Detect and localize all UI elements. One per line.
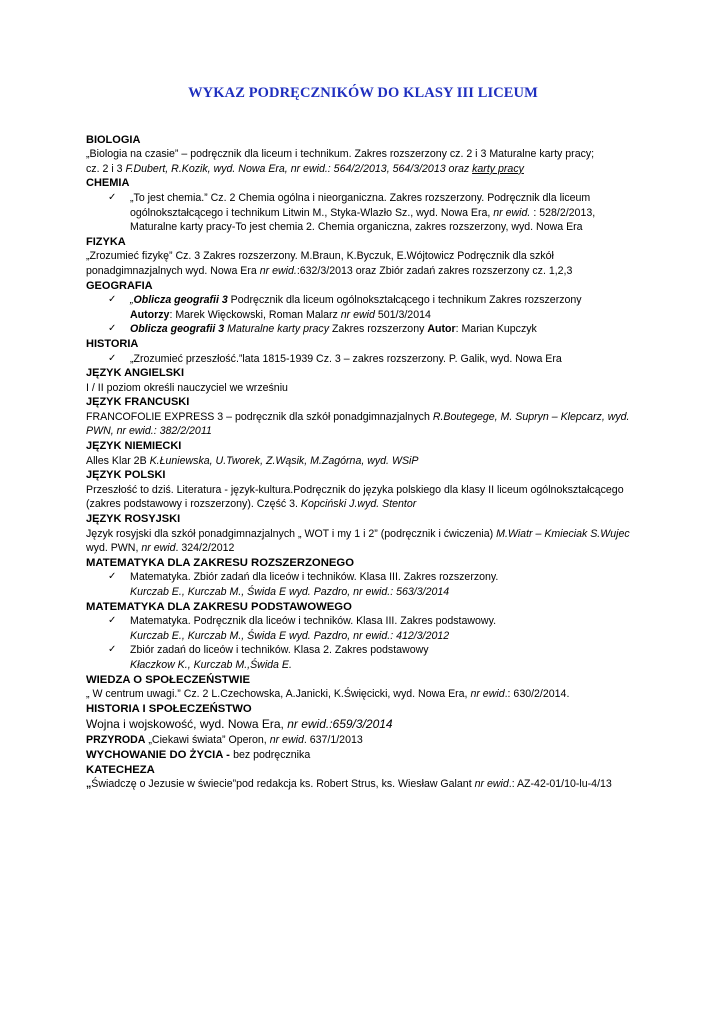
list-item: ✓ „To jest chemia.” Cz. 2 Chemia ogólna i nieorganiczna. Zakres rozszerzony. Podręcznik dla liceum ogólnokształcącego i technikum Litwin M., Styka-Wlazło Sz., wyd. Nowa Era, nr ewid. : 528/2/2013, Maturalne karty pracy-To jest chemia 2. Chemia organiczna, zakres rozszerzony, wyd. Nowa Era: [108, 191, 596, 234]
biologia-line-1: „Biologia na czasie” – podręcznik dla liceum i technikum. Zakres rozszerzony cz. 2 i 3 Maturalne karty pracy;: [86, 148, 595, 161]
checkmark-icon: ✓: [108, 352, 117, 364]
karty-pracy-link[interactable]: karty pracy: [472, 162, 524, 175]
section-heading-historia-i-spoleczenstwo: HISTORIA I SPOŁECZEŃSTWO: [86, 702, 252, 715]
historia-list: [86, 352, 640, 367]
wdz-text: WYCHOWANIE DO ŻYCIA - bez podręcznika: [86, 748, 311, 761]
polski-text: Przeszłość to dziś. Literatura - język-kultura.Podręcznik do języka polskiego dla klasy II liceum ogólnokształcącego (zakres podstawowy i rozszerzony). Część 3. Kopciński J.wyd. Stentor: [86, 483, 624, 511]
section-heading-matematyka-rozszerzona: MATEMATYKA DLA ZAKRESU ROZSZERZONEGO: [86, 556, 354, 569]
checkmark-icon: ✓: [108, 191, 117, 203]
francuski-text: FRANCOFOLIE EXPRESS 3 – podręcznik dla szkół ponadgimnazjalnych R.Boutegege, M. Supryn – Klepcarz, wyd. PWN, nr ewid.: 382/2/2011: [86, 410, 630, 438]
page-title: WYKAZ PODRĘCZNIKÓW DO KLASY III LICEUM: [188, 85, 538, 101]
section-heading-geografia: GEOGRAFIA: [86, 279, 153, 292]
chemia-list: [86, 191, 640, 235]
niemiecki-text: Alles Klar 2B K.Łuniewska, U.Tworek, Z.Wąsik, M.Zagórna, wyd. WSiP: [86, 454, 419, 467]
section-heading-historia: HISTORIA: [86, 337, 139, 350]
list-item: ✓ Zbiór zadań do liceów i techników. Klasa 2. Zakres podstawowy Kłaczkow K., Kurczab M.,Świda E.: [108, 644, 429, 671]
section-heading-francuski: JĘZYK FRANCUSKI: [86, 396, 190, 409]
list-item: ✓ Matematyka. Zbiór zadań dla liceów i techników. Klasa III. Zakres rozszerzony. Kurczab E., Kurczab M., Świda E wyd. Pazdro, nr ewid.: 563/3/2014: [108, 571, 499, 598]
his-text: Wojna i wojskowość, wyd. Nowa Era, nr ewid.:659/3/2014: [86, 717, 393, 732]
section-heading-niemiecki: JĘZYK NIEMIECKI: [86, 440, 182, 453]
przyroda-text: PRZYRODA „Ciekawi świata” Operon, nr ewid. 637/1/2013: [86, 734, 363, 747]
matematyka-rozszerzona-list: [86, 570, 640, 599]
section-heading-rosyjski: JĘZYK ROSYJSKI: [86, 513, 181, 526]
checkmark-icon: ✓: [108, 323, 117, 335]
section-heading-wdz: WYCHOWANIE DO ŻYCIA -: [86, 748, 234, 761]
section-heading-wos: WIEDZA O SPOŁECZEŃSTWIE: [86, 673, 251, 686]
section-heading-matematyka-podstawowa: MATEMATYKA DLA ZAKRESU PODSTAWOWEGO: [86, 600, 352, 613]
matematyka-podstawowa-list: [86, 614, 640, 672]
section-heading-fizyka: FIZYKA: [86, 235, 126, 248]
katecheza-text: „Świadczę o Jezusie w świecie”pod redakcja ks. Robert Strus, ks. Wiesław Galant nr ewid.: AZ-42-01/10-lu-4/13: [86, 778, 612, 791]
list-item: ✓ „Zrozumieć przeszłość.”lata 1815-1939 Cz. 3 – zakres rozszerzony. P. Galik, wyd. Nowa Era: [108, 352, 562, 365]
section-heading-chemia: CHEMIA: [86, 177, 130, 190]
geografia-list: [86, 293, 640, 337]
wos-text: „ W centrum uwagi.” Cz. 2 L.Czechowska, A.Janicki, K.Święcicki, wyd. Nowa Era, nr ewid.: 630/2/2014.: [86, 688, 570, 701]
list-item: ✓ Matematyka. Podręcznik dla liceów i techników. Klasa III. Zakres podstawowy. Kurczab E., Kurczab M., Świda E wyd. Pazdro, nr ewid.: 412/3/2012: [108, 615, 497, 642]
biologia-line-2: cz. 2 i 3 F.Dubert, R.Kozik, wyd. Nowa Era, nr ewid.: 564/2/2013, 564/3/2013 oraz karty pracy: [86, 162, 524, 175]
checkmark-icon: ✓: [108, 615, 117, 627]
rosyjski-text: Język rosyjski dla szkół ponadgimnazjalnych „ WOT i my 1 i 2” (podręcznik i ćwiczenia) M.Wiatr – Kmieciak S.Wujec wyd. PWN, nr ewid. 324/2/2012: [86, 527, 630, 555]
list-item: ✓ Oblicza geografii 3 Maturalne karty pracy Zakres rozszerzony Autor: Marian Kupczyk: [108, 323, 537, 336]
fizyka-text: „Zrozumieć fizykę” Cz. 3 Zakres rozszerzony. M.Braun, K.Byczuk, E.Wójtowicz Podręcznik dla szkół ponadgimnazjalnych wyd. Nowa Era nr ewid.:632/3/2013 oraz Zbiór zadań zakres rozszerzony cz. 1,2,3: [86, 250, 573, 277]
section-heading-biologia: BIOLOGIA: [86, 133, 141, 146]
section-heading-polski: JĘZYK POLSKI: [86, 469, 166, 482]
angielski-text: I / II poziom określi nauczyciel we wrześniu: [86, 381, 288, 394]
section-heading-przyroda: PRZYRODA: [86, 734, 146, 747]
checkmark-icon: ✓: [108, 644, 117, 656]
checkmark-icon: ✓: [108, 571, 117, 583]
checkmark-icon: ✓: [108, 294, 117, 306]
section-heading-katecheza: KATECHEZA: [86, 763, 155, 776]
section-heading-angielski: JĘZYK ANGIELSKI: [86, 367, 184, 380]
list-item: ✓ „Oblicza geografii 3 Podręcznik dla liceum ogólnokształcącego i technikum Zakres rozszerzony Autorzy: Marek Więckowski, Roman Malarz nr ewid 501/3/2014: [108, 294, 582, 321]
